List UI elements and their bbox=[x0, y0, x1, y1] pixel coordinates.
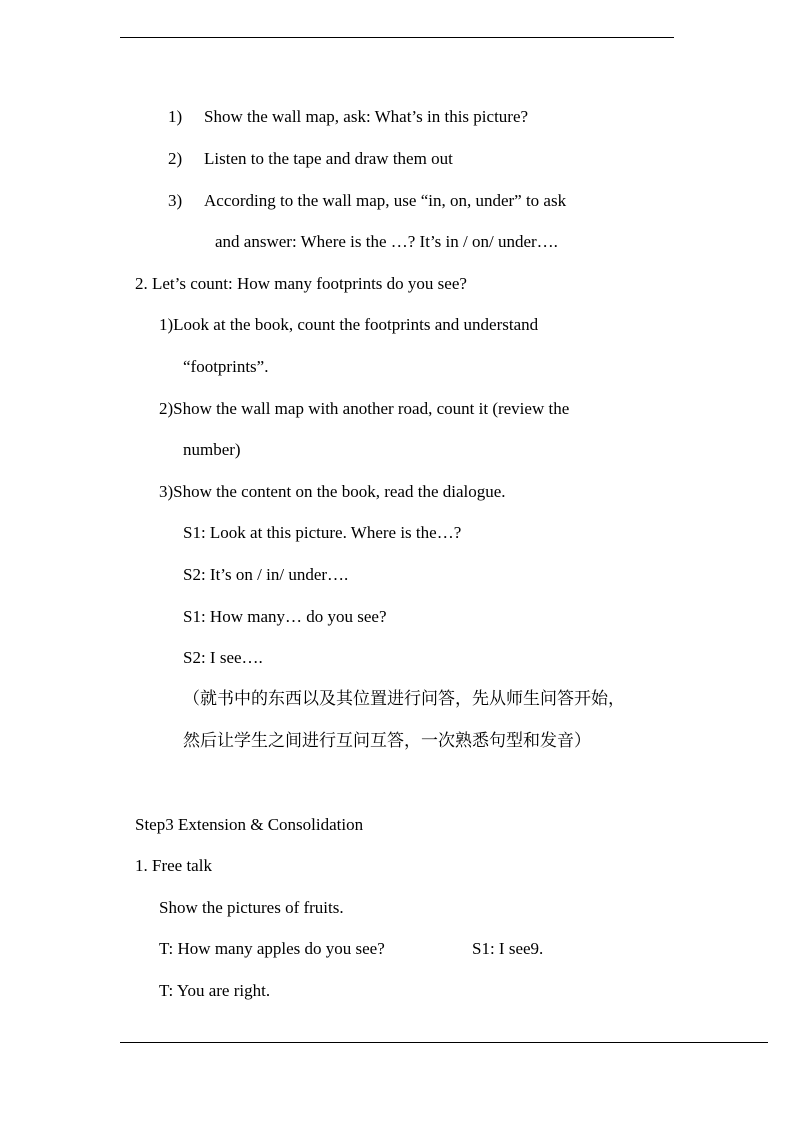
item-text: Show the wall map, ask: What’s in this picture? bbox=[204, 107, 529, 126]
teacher-question: T: How many apples do you see? bbox=[159, 939, 385, 958]
step-item-3-continued: and answer: Where is the …? It’s in / on/ under…. bbox=[215, 232, 558, 251]
count-item-2: 2)Show the wall map with another road, count it (review the bbox=[159, 399, 570, 418]
item-number: 1) bbox=[168, 107, 183, 126]
count-item-1-continued: “footprints”. bbox=[183, 357, 269, 376]
dialogue-line-1: S1: Look at this picture. Where is the…? bbox=[183, 523, 462, 542]
step3-heading: Step3 Extension & Consolidation bbox=[135, 815, 364, 834]
item-number: 2) bbox=[168, 149, 183, 168]
step-item-1 bbox=[168, 107, 528, 127]
item-number: 3) bbox=[168, 191, 183, 210]
free-talk-heading: 1. Free talk bbox=[135, 856, 212, 875]
footer-rule bbox=[120, 1042, 768, 1043]
teacher-response: T: You are right. bbox=[159, 981, 271, 1000]
dialogue-line-4: S2: I see…. bbox=[183, 648, 263, 667]
dialogue-line-3: S1: How many… do you see? bbox=[183, 607, 387, 626]
section-2-heading: 2. Let’s count: How many footprints do you see? bbox=[135, 274, 467, 293]
item-text: According to the wall map, use “in, on, under” to ask bbox=[204, 191, 567, 210]
chinese-note-line-1: （就书中的东西以及其位置进行问答，先从师生问答开始， bbox=[183, 689, 625, 709]
step-item-3 bbox=[168, 191, 566, 211]
dialogue-line-2: S2: It’s on / in/ under…. bbox=[183, 565, 349, 584]
header-rule bbox=[120, 37, 674, 38]
item-text: Listen to the tape and draw them out bbox=[204, 149, 453, 168]
count-item-1: 1)Look at the book, count the footprints and understand bbox=[159, 315, 539, 334]
free-talk-instruction: Show the pictures of fruits. bbox=[159, 898, 344, 917]
count-item-2-continued: number) bbox=[183, 440, 241, 459]
step-item-2 bbox=[168, 149, 453, 169]
student-answer: S1: I see9. bbox=[472, 939, 544, 958]
count-item-3: 3)Show the content on the book, read the dialogue. bbox=[159, 482, 506, 501]
chinese-note-line-2: 然后让学生之间进行互问互答，一次熟悉句型和发音） bbox=[183, 731, 591, 751]
